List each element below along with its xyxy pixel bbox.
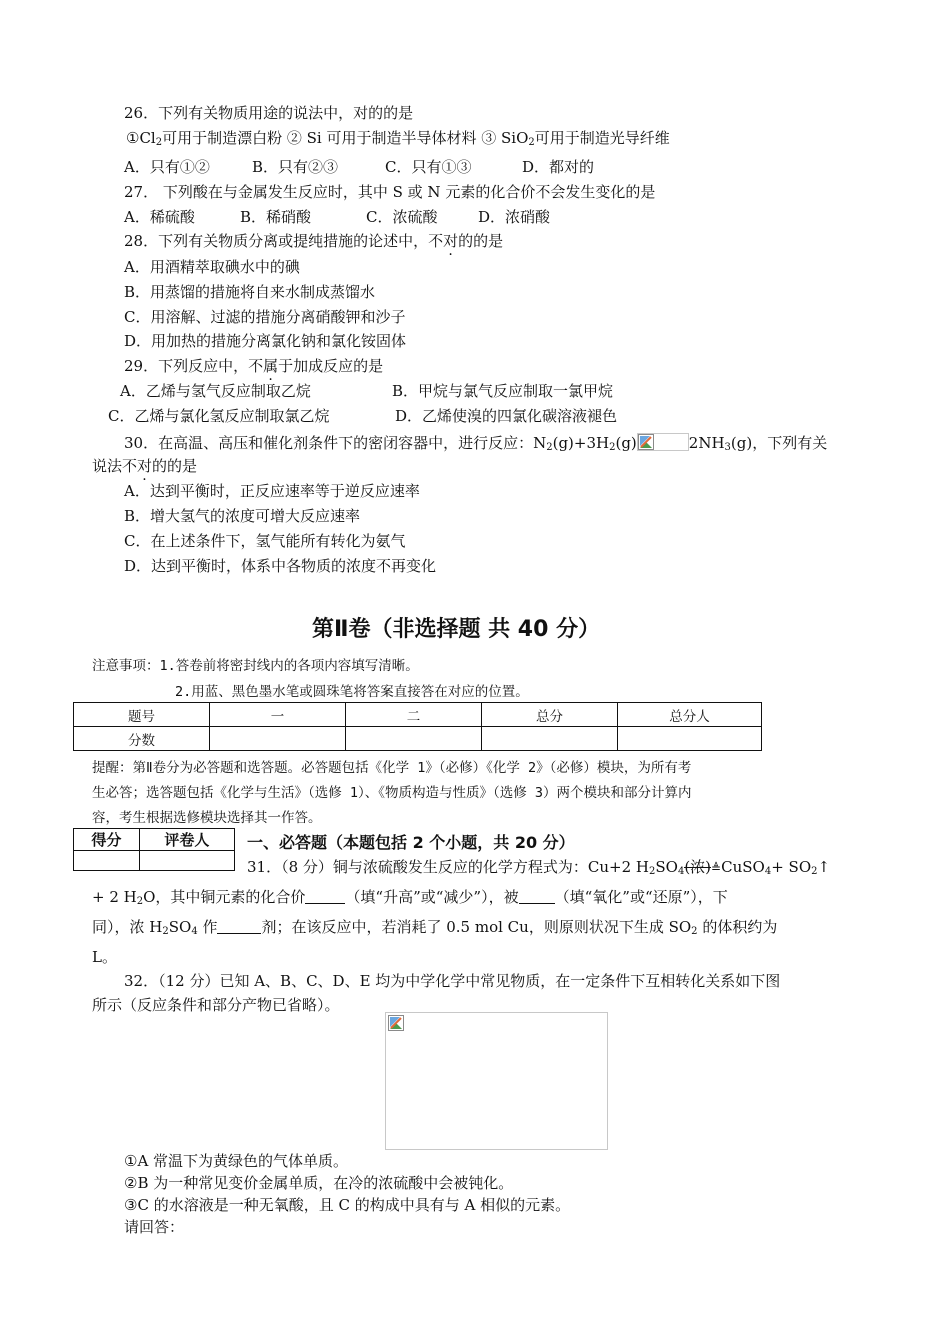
- score-table-header: 总分人: [618, 703, 762, 727]
- reminder-line3: 容，考生根据选修模块选择其一作答。: [92, 810, 322, 826]
- q26-stem: 26．下列有关物质用途的说法中，对的的是: [124, 104, 414, 122]
- part1-heading: 一、必答题（本题包括 2 个小题，共 20 分）: [247, 833, 575, 852]
- score-row-label: 分数: [74, 727, 210, 751]
- q32-ask: 请回答：: [124, 1218, 185, 1236]
- q28-option-a: A．用酒精萃取碘水中的碘: [124, 258, 300, 276]
- q26-option-d: D．都对的: [522, 158, 595, 176]
- broken-image-icon: [388, 1015, 404, 1031]
- score-table-header: 总分: [482, 703, 618, 727]
- q32-line1: 32．（12 分）已知 A、B、C、D、E 均为中学化学中常见物质，在一定条件下互相转化关系如下图: [124, 972, 781, 990]
- grader-table: [73, 828, 235, 871]
- section2-title: 第Ⅱ卷（非选择题 共 40 分）: [312, 617, 601, 642]
- score-cell[interactable]: [482, 727, 618, 751]
- q29-option-d: D．乙烯使溴的四氯化碳溶液褪色: [395, 407, 618, 425]
- q27-option-a: A．稀硫酸: [124, 208, 195, 226]
- heat-arrow: ≜: [711, 861, 722, 875]
- reminder-line1: 提醒：第Ⅱ卷分为必答题和选答题。必答题包括《化学 1》（必修）《化学 2》（必修）模块，为所有考: [92, 760, 692, 776]
- grader-score-cell[interactable]: [74, 851, 140, 871]
- q31-line1: 31．（8 分）铜与浓硫酸发生反应的化学方程式为：Cu+2 $H_2SO_4$(浓) ≜CuSO$_4$+ $SO_2↑$: [247, 858, 831, 877]
- q27-option-b: B．稀硝酸: [240, 208, 312, 226]
- equilibrium-arrow-image: [637, 433, 689, 451]
- q29-stem: 29．下列反应中，不属于加成反应的是: [124, 357, 384, 375]
- q30-option-a: A．达到平衡时，正反应速率等于逆反应速率: [124, 482, 420, 500]
- q32-condition-1: ①A 常温下为黄绿色的气体单质。: [124, 1152, 349, 1170]
- q30-option-c: C．在上述条件下，氢气能所有转化为氨气: [124, 532, 406, 550]
- reaction-diagram-image: [385, 1012, 608, 1150]
- q30-stem: 30．在高温、高压和催化剂条件下的密闭容器中，进行反应：$N_2(g)+3H_2(g)$ $2NH_3(g)$，下列有关: [124, 434, 828, 453]
- q27-option-c: C．浓硫酸: [366, 208, 438, 226]
- score-table-header: 一: [210, 703, 346, 727]
- q30-option-b: B．增大氢气的浓度可增大反应速率: [124, 507, 361, 525]
- q31-line3: 同），浓 $H_2SO_4$ 作 剂；在该反应中，若消耗了 0.5 mol Cu，则原则状况下生成 $SO_2$ 的体积约为: [92, 918, 778, 937]
- q26-option-a: A．只有①②: [124, 158, 210, 176]
- q28-option-d: D．用加热的措施分离氯化钠和氯化铵固体: [124, 332, 407, 350]
- q31-line2: + 2 $H_2O$，其中铜元素的化合价 （填“升高”或“减少”），被 （填“氧化”或“还原”），下: [92, 888, 728, 907]
- notice-line2: 2.用蓝、黑色墨水笔或圆珠笔将答案直接答在对应的位置。: [175, 684, 529, 700]
- q27-stem: 27． 下列酸在与金属发生反应时，其中 S 或 N 元素的化合价不会发生变化的是: [124, 183, 656, 201]
- q31-blank-3[interactable]: [217, 919, 261, 934]
- q28-option-b: B．用蒸馏的措施将自来水制成蒸馏水: [124, 283, 376, 301]
- score-cell[interactable]: [210, 727, 346, 751]
- q26-option-b: B．只有②③: [252, 158, 339, 176]
- q31-blank-2[interactable]: [519, 889, 555, 904]
- score-table-header: 二: [346, 703, 482, 727]
- grader-name-cell[interactable]: [139, 851, 234, 871]
- score-cell[interactable]: [346, 727, 482, 751]
- q30-stem-line2: 说法不对的的是: [92, 457, 198, 475]
- q26-items: $①Cl_2$可用于制造漂白粉 ② Si 可用于制造半导体材料 ③ SiO$_2$可用于制造光导纤维: [126, 129, 670, 148]
- q27-option-d: D．浓硝酸: [478, 208, 551, 226]
- q29-option-b: B．甲烷与氯气反应制取一氯甲烷: [392, 382, 614, 400]
- q30-option-d: D．达到平衡时，体系中各物质的浓度不再变化: [124, 557, 437, 575]
- q28-stem: 28．下列有关物质分离或提纯措施的论述中，不对的的是: [124, 232, 504, 250]
- score-cell[interactable]: [618, 727, 762, 751]
- q29-option-c: C．乙烯与氯化氢反应制取氯乙烷: [108, 407, 330, 425]
- score-table-header: 题号: [74, 703, 210, 727]
- q26-option-c: C．只有①③: [385, 158, 472, 176]
- q31-line4: L。: [92, 948, 117, 966]
- q32-condition-3: ③C 的水溶液是一种无氧酸，且 C 的构成中具有与 A 相似的元素。: [124, 1196, 571, 1214]
- q31-blank-1[interactable]: [305, 889, 345, 904]
- broken-image-icon: [638, 434, 654, 450]
- q32-line2: 所示（反应条件和部分产物已省略）。: [92, 996, 340, 1014]
- q28-option-c: C．用溶解、过滤的措施分离硝酸钾和沙子: [124, 308, 406, 326]
- grader-score-label: 得分: [74, 829, 140, 851]
- reminder-line2: 生必答；选答题包括《化学与生活》（选修 1）、《物质构造与性质》（选修 3）两个模块和部分计算内: [92, 785, 692, 801]
- score-table: [73, 702, 762, 751]
- q32-condition-2: ②B 为一种常见变价金属单质，在冷的浓硫酸中会被钝化。: [124, 1174, 514, 1192]
- q29-option-a: A．乙烯与氢气反应制取乙烷: [120, 382, 311, 400]
- notice-line1: 注意事项：1.答卷前将密封线内的各项内容填写清晰。: [92, 658, 419, 674]
- grader-name-label: 评卷人: [139, 829, 234, 851]
